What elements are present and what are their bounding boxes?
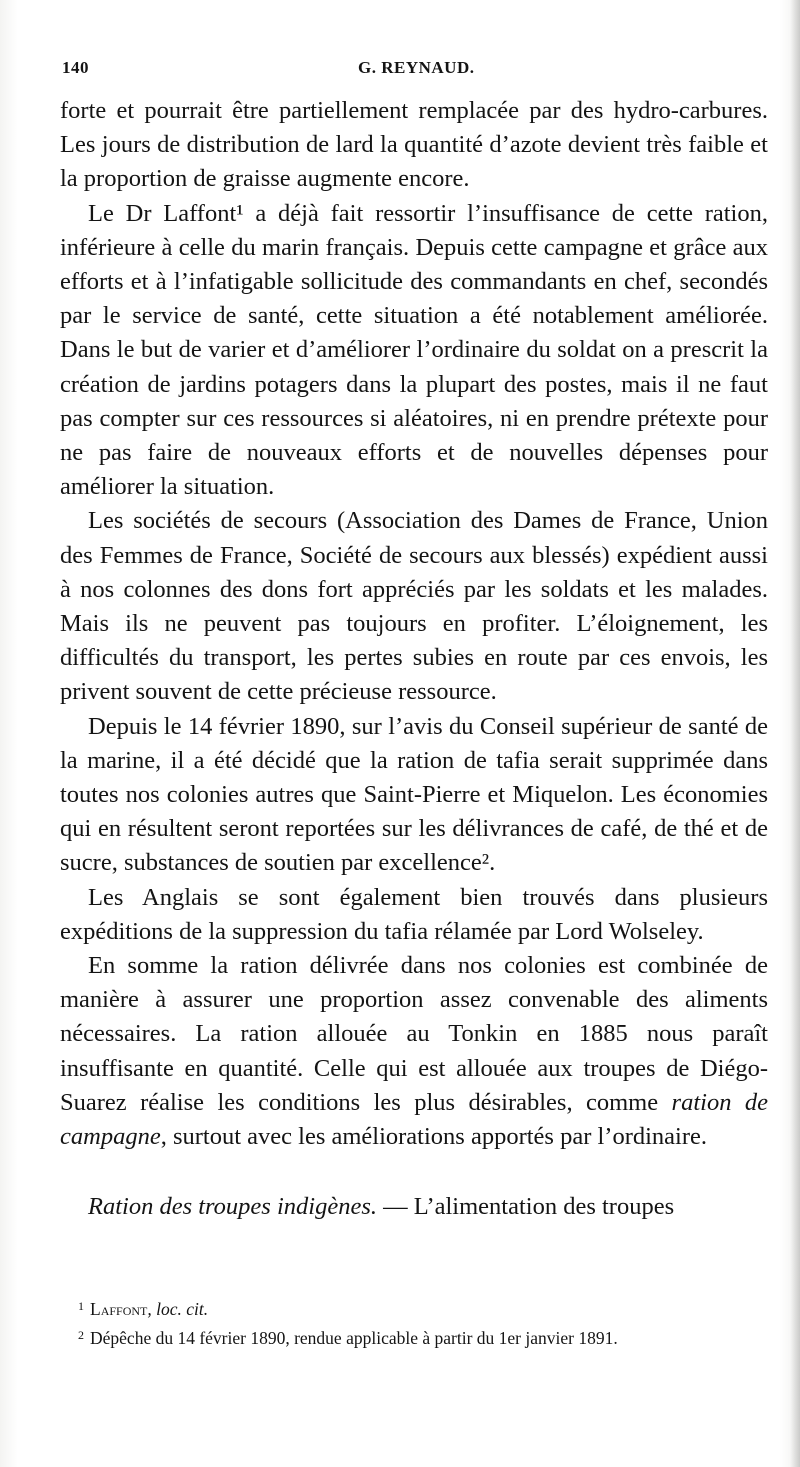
scan-edge-shadow xyxy=(790,0,800,1467)
paragraph-text: En somme la ration délivrée dans nos colonies est combinée de manière à assurer une proportion assez convenable des aliments nécessaires. La ration allouée au Tonkin en 1885 nous paraît insuffisante en quantité. Celle qui est allouée aux troupes de Diégo-Suarez réalise les conditions les plus désirables, comme xyxy=(60,952,768,1116)
section-paragraph xyxy=(60,1190,768,1224)
footnote-mark: 1 xyxy=(78,1299,84,1313)
footnote-text: , loc. cit. xyxy=(147,1299,209,1319)
paragraph: Les sociétés de secours (Association des Dames de France, Union des Femmes de France, Société de secours aux blessés) expédient aussi à nos colonnes des dons fort appréciés par les soldats et les malades. Mais ils ne peuvent pas toujours en profiter. L’éloignement, les difficultés du transport, les pertes subies en route par ces envois, les privent souvent de cette précieuse ressource. xyxy=(60,507,768,706)
paragraph: Les Anglais se sont également bien trouvés dans plusieurs expéditions de la suppression du tafia rélamée par Lord Wolseley. xyxy=(60,883,768,945)
page-number: 140 xyxy=(62,58,89,77)
section-title: Ration des troupes indigènes. xyxy=(88,1193,377,1221)
italic-phrase: ration de campagne xyxy=(60,1088,768,1151)
paragraph xyxy=(60,949,768,1154)
page-header xyxy=(62,58,762,88)
footnote xyxy=(78,1322,768,1351)
footnote-mark: 2 xyxy=(78,1328,84,1342)
body-text xyxy=(60,94,768,1225)
footnotes xyxy=(78,1293,768,1351)
paragraph: Le Dr Laffont¹ a déjà fait ressortir l’insuffisance de cette ration, inférieure à celle du marin français. Depuis cette campagne et grâce aux efforts et à l’infatigable sollicitude des commandants en chef, secondés par le service de santé, cette situation a été notablement améliorée. Dans le but de varier et d’améliorer l’ordinaire du soldat on a prescrit la création de jardins potagers dans la plupart des postes, mais il ne faut pas compter sur ces ressources si aléatoires, ni en prendre prétexte pour ne pas faire de nouveaux efforts et de nouvelles dépenses pour améliorer la situation. xyxy=(60,199,768,501)
footnote xyxy=(78,1293,768,1322)
paragraph-text: , surtout avec les améliorations apportés par l’ordinaire. xyxy=(160,1123,708,1151)
running-head: G. REYNAUD. xyxy=(358,58,475,77)
paragraph: forte et pourrait être partiellement remplacée par des hydro-carbures. Les jours de distribution de lard la quantité d’azote devient très faible et la proportion de graisse augmente encore. xyxy=(60,97,768,193)
paragraph: Depuis le 14 février 1890, sur l’avis du Conseil supérieur de santé de la marine, il a été décidé que la ration de tafia serait supprimée dans toutes nos colonies autres que Saint-Pierre et Miquelon. Les économies qui en résultent seront reportées sur les délivrances de café, de thé et de sucre, substances de soutien par excellence². xyxy=(60,712,768,877)
footnote-text: Dépêche du 14 février 1890, rendue applicable à partir du 1er janvier 1891. xyxy=(90,1328,618,1348)
section-text: — L’alimentation des troupes xyxy=(376,1193,675,1221)
footnote-author: Laffont xyxy=(90,1299,148,1319)
